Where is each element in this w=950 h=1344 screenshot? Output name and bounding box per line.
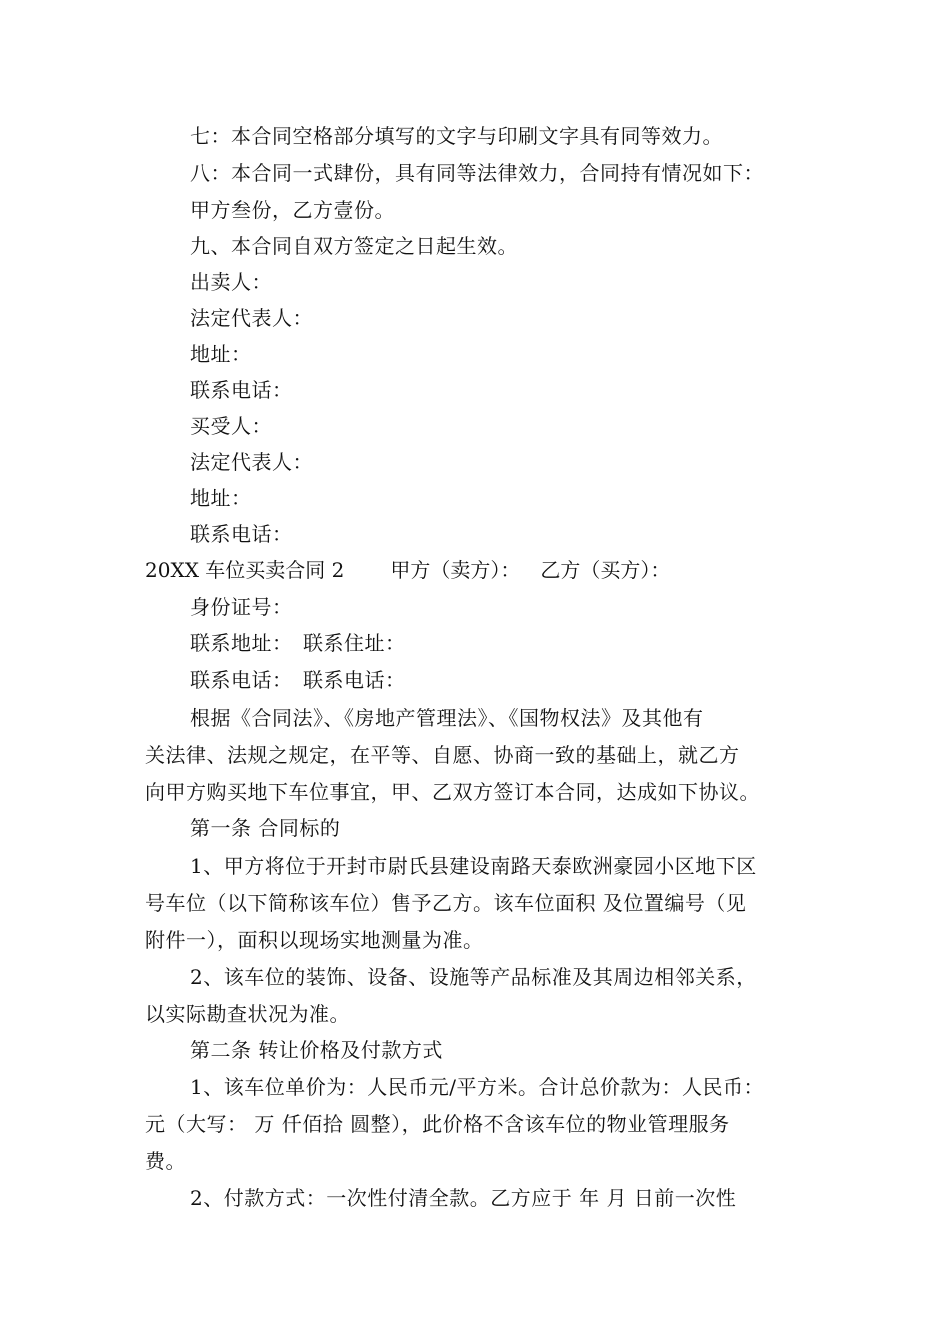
article-one-item-2-line-1: 2、该车位的装饰、设备、设施等产品标准及其周边相邻关系， [190,965,757,989]
buyer-address-label: 地址： [190,486,252,510]
seller-label: 出卖人： [190,270,272,294]
seller-legal-rep-label: 法定代表人： [190,306,313,330]
article-two-item-2-line-1: 2、付款方式：一次性付清全款。乙方应于 年 月 日前一次性 [190,1186,737,1210]
article-one-item-1-line-1: 1、甲方将位于开封市尉氏县建设南路天泰欧洲豪园小区地下区 [190,854,757,878]
article-two-item-1-line-3: 费。 [145,1149,186,1173]
preamble-line-2: 关法律、法规之规定，在平等、自愿、协商一致的基础上，就乙方 [145,743,740,767]
clause-nine: 九、本合同自双方签定之日起生效。 [190,234,518,258]
contact-address-labels: 联系地址： 联系住址： [190,631,406,655]
article-one-heading: 第一条 合同标的 [190,816,341,840]
seller-phone-label: 联系电话： [190,378,293,402]
buyer-phone-label: 联系电话： [190,522,293,546]
party-b-label: 乙方（买方）： [540,558,671,582]
party-a-label: 甲方（卖方）： [390,558,521,582]
contact-phone-labels: 联系电话： 联系电话： [190,668,406,692]
article-one-item-1-line-2: 号车位（以下简称该车位）售予乙方。该车位面积 及位置编号（见 [145,891,747,915]
buyer-label: 买受人： [190,414,272,438]
article-two-heading: 第二条 转让价格及付款方式 [190,1038,443,1062]
preamble-line-3: 向甲方购买地下车位事宜，甲、乙双方签订本合同，达成如下协议。 [145,780,760,804]
preamble-line-1: 根据《合同法》、《房地产管理法》、《国物权法》及其他有 [190,706,704,730]
seller-address-label: 地址： [190,342,252,366]
id-number-label: 身份证号： [190,595,293,619]
clause-seven: 七：本合同空格部分填写的文字与印刷文字具有同等效力。 [190,124,723,148]
clause-eight: 八：本合同一式肆份，具有同等法律效力，合同持有情况如下： [190,161,764,185]
article-one-item-1-line-3: 附件一），面积以现场实地测量为准。 [145,928,484,952]
article-two-item-1-line-1: 1、该车位单价为：人民币元/平方米。合计总价款为：人民币： [190,1075,764,1099]
clause-eight-continued: 甲方叁份，乙方壹份。 [190,198,395,222]
contract-title-row [145,560,670,580]
article-two-item-1-line-2: 元（大写： 万 仟佰拾 圆整），此价格不含该车位的物业管理服务 [145,1112,730,1136]
article-one-item-2-line-2: 以实际勘查状况为准。 [145,1002,350,1026]
contract-title: 20XX 车位买卖合同 2 [145,558,345,582]
buyer-legal-rep-label: 法定代表人： [190,450,313,474]
